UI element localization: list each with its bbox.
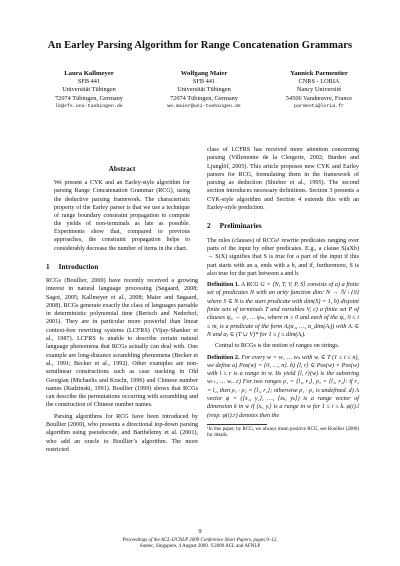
footnote: ¹In this paper, by RCG, we always mean positive RCG, see Boullier (2000) for details. [207, 426, 359, 439]
definition-text: For every w = w₁ … wₙ with wᵢ ∈ T (1 ≤ i ≤ n), we define a) Pos(w) = {0, …, n}. b) ⟨l, r⟩ ∈ Pos(w) × Pos(w) with l ≤ r is a range in w. Its yield ⟨l, r⟩(w) is the substring wₗ₊₁ … wᵣ. c) For two ranges ρ₁ = ⟨l₁, r₁⟩, ρ₂ = ⟨l₂, r₂⟩: if r₁ = l₂, then ρ₁ · ρ₂ = ⟨l₁, r₂⟩; otherwise ρ₁ · ρ₂ is undefined. d) A vector φ = (⟨x₁, y₁⟩, …, ⟨xₖ, yₖ⟩) is a range vector of dimension k in w if ⟨xᵢ, yᵢ⟩ is a range in w for 1 ≤ i ≤ k. φ(i).l (resp. φ(i).r) denotes then the [207, 354, 359, 419]
proceedings-line-2: Suntec, Singapore, 4 August 2009. ©2009 ACL and AFNLP [139, 544, 261, 550]
section-heading-preliminaries [207, 222, 359, 230]
right-column [207, 146, 359, 440]
section-title: Introduction [58, 261, 99, 271]
definition-2 [207, 354, 359, 420]
author-name: Laura Kallmeyer [64, 70, 114, 77]
paper-title: An Earley Parsing Algorithm for Range Concatenation Grammars [47, 40, 353, 51]
definition-1 [207, 281, 359, 339]
author-university: Universität Tübingen [62, 86, 116, 94]
author-address: 54506 Vandœuvre, France [285, 94, 353, 102]
definition-label: Definition 2. [207, 354, 240, 361]
intro-paragraph-1: RCGs (Boullier, 2000) have recently received a growing interest in natural language processing (Søgaard, 2008; Sagot, 2005; Kallmeyer et al., 2008; Maier and Søgaard, 2008). RCGs generate exactly the class of languages parsable in deterministic polynomial time (Bertsch and Nederhof, 2001). They are in particular more powerful than linear context-free rewriting systems (LCFRS) (Vijay-Shanker et al., 1987). LCFRS is unable to describe certain natural language phenomena that RCGs actually can deal with. One example are long-distance scrambling phenomena (Becker et al., 1991; Becker et al., 1992). Other examples are non-semilinear constructions such as case stacking in Old Georgian (Michaelis and Kracht, 1996) and Chinese number names (Radzinski, 1991). Boullier (1999) shows that RCGs can describe the permutations occurring with scrambling and the construction of Chinese number names. [46, 278, 198, 409]
author-email[interactable]: lk@sfs.uni-tuebingen.de [55, 103, 123, 109]
author-block [34, 70, 374, 111]
author-3 [264, 70, 374, 111]
proceedings-footer [0, 538, 400, 551]
author-email[interactable]: wo.maier@uni-tuebingen.de [167, 103, 241, 109]
section-number: 1 [46, 261, 50, 271]
author-university: Universität Tübingen [177, 86, 231, 94]
abstract-heading: Abstract [108, 165, 136, 173]
left-column [46, 165, 198, 457]
section-number: 2 [207, 221, 211, 231]
author-address: 72074 Tübingen, Germany [55, 94, 123, 102]
author-name: Yannick Parmentier [290, 70, 348, 77]
author-name: Wolfgang Maier [180, 70, 228, 77]
author-dept: SFB 441 [77, 78, 101, 86]
ranges-paragraph: Central to RCGs is the notion of ranges on strings. [215, 343, 340, 350]
author-email[interactable]: parmenti@loria.fr [294, 103, 344, 109]
section-title: Preliminaries [219, 221, 262, 231]
proceedings-line-1: Proceedings of the ACL-IJCNLP 2009 Conference Short Papers, pages 9–12, [122, 538, 278, 543]
author-university: Nancy Université [296, 86, 342, 94]
author-2 [149, 70, 259, 111]
definition-text: A RCG G = ⟨N, T, V, P, S⟩ consists of a) a finite set of predicates N with an arity function dim: N → ℕ \ {0} where S ∈ N is the start predicate with dim(S) = 1, b) disjoint finite sets of terminals T and variables V, c) a finite set P of clauses ψ₀ → ψ₁ … ψₘ, where m ≥ 0 and each of the ψᵢ, 0 ≤ i ≤ m, is a predicate of the form Aᵢ(α₁, …, α_dim(Aᵢ)) with Aᵢ ∈ N and αⱼ ∈ (T ∪ V)* for 1 ≤ j ≤ dim(Aᵢ). [207, 282, 359, 338]
footnote-rule [207, 424, 267, 425]
section-heading-introduction [46, 263, 198, 271]
preliminaries-paragraph: The rules (clauses) of RCGs¹ rewrite predicates ranging over parts of the input by other predicates. E.g., a clause S(aXb) → S(X) signifies that S is true for a part of the input if this part starts with an a, ends with a b, and if, furthermore, S is also true for the part between a and b. [207, 237, 359, 277]
right-paragraph-1: class of LCFRS has received more attention concerning parsing (Villemonte de la Clergerie, 2002; Burden and Ljunglöf, 2005). This article proposes new CYK and Earley parsers for RCG, formulating them in the framework of parsing as deduction (Shieber et al., 1995). The second section introduces necessary definitions. Section 3 presents a CYK-style algorithm and Section 4 extends this with an Earley-style prediction. [207, 147, 359, 212]
page-number: 9 [198, 528, 202, 535]
author-dept: CNRS - LORIA [298, 78, 340, 86]
author-address: 72074 Tübingen, Germany [170, 94, 238, 102]
definition-label: Definition 1. [207, 282, 240, 289]
author-dept: SFB 441 [192, 78, 216, 86]
intro-paragraph-2: Parsing algorithms for RCG have been introduced by Boullier (2000), who presents a directional top-down parsing algorithm using pseudocode, and Barthélemy et al. (2001), who add an oracle to Boullier’s algorithm. The more restricted [46, 413, 198, 453]
abstract-text: We present a CYK and an Earley-style algorithm for parsing Range Concatenation Grammar (RCG), using the deductive parsing framework. The characteristic property of the Earley parser is that we use a technique of range boundary constraint propagation to compute the yields of non-terminals as late as possible. Experiments show that, compared to previous approaches, the constraint propagation helps to considerably decrease the number of items in the chart. [54, 180, 190, 252]
author-1 [34, 70, 144, 111]
